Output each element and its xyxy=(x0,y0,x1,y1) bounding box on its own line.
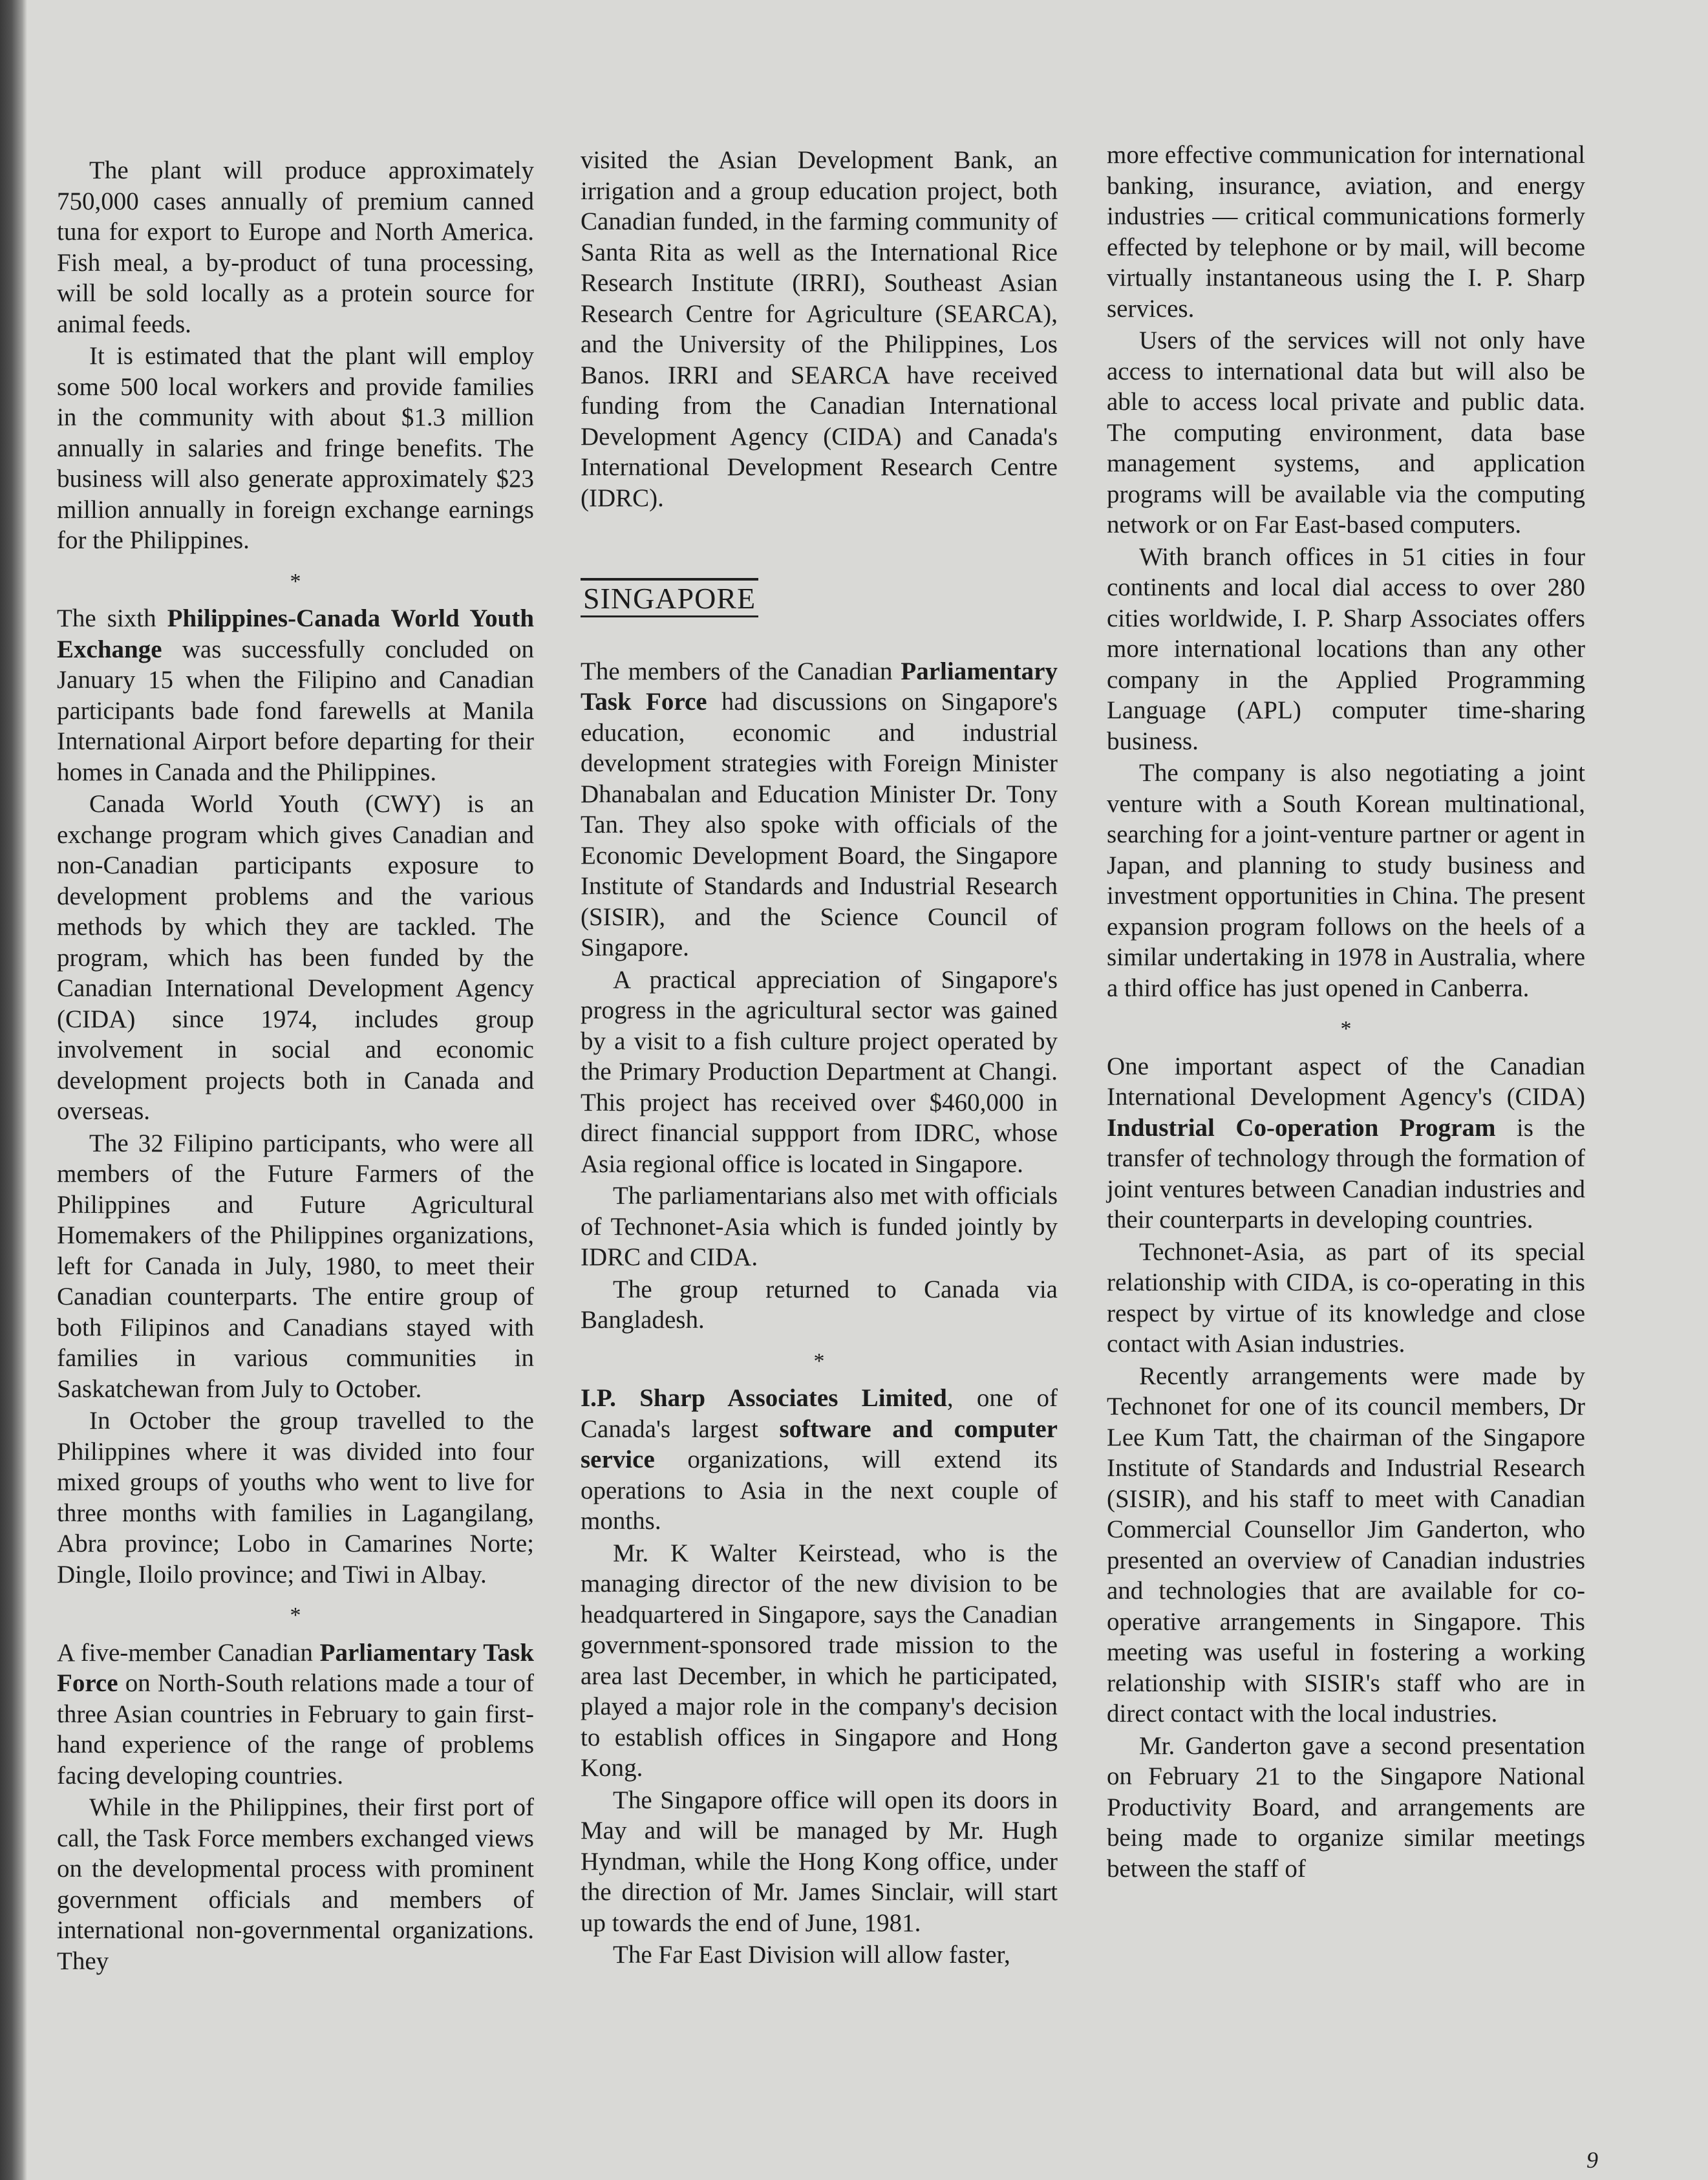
column-middle xyxy=(581,145,1058,1971)
page-number: 9 xyxy=(1586,2147,1598,2173)
paragraph: With branch offices in 51 cities in four continents and local dial access to over 280 cities worldwide, I. P. Sharp Associates offers more international locations than any other company in the Applied Programming Language (APL) computer time-sharing business. xyxy=(1107,542,1585,755)
paragraph: The Singapore office will open its doors in May and will be managed by Mr. Hugh Hyndman, while the Hong Kong office, under the direction of Mr. James Sinclair, will start up towards the end of June, 1981. xyxy=(581,1786,1058,1937)
paragraph: Mr. Ganderton gave a second presentation on February 21 to the Singapore National Productivity Board, and arrangements are being made to organize similar meetings between the staff of xyxy=(1107,1731,1585,1883)
paragraph: The group returned to Canada via Bangladesh. xyxy=(581,1275,1058,1334)
paragraph: Users of the services will not only have access to international data but will also be able to access local private and public data. The computing environment, data base management systems, and application programs will be available via the computing network or on Far East-based computers. xyxy=(1107,326,1585,539)
paragraph: The plant will produce approximately 750,000 cases annually of premium canned tuna for export to Europe and North America. Fish meal, a by-product of tuna processing, will be sold locally as a protein source for animal feeds. xyxy=(57,156,534,338)
section-separator: * xyxy=(813,1349,825,1373)
bold-term: Parliamentary Task Force xyxy=(581,657,1058,716)
section-separator: * xyxy=(290,569,301,593)
paragraph: Technonet-Asia, as part of its special relationship with CIDA, is co-operating in this respect by virtue of its knowledge and close contact with Asian industries. xyxy=(1107,1237,1585,1358)
section-heading: SINGAPORE xyxy=(581,578,758,617)
paragraph: The sixth Philippines-Canada World Youth Exchange was successfully concluded on January 15 when the Filipino and Canadian participants bade fond farewells at Manila International Airport before departing for their homes in Canada and the Philippines. xyxy=(57,604,535,786)
bold-term: Parliamentary Task Force xyxy=(57,1638,534,1697)
paragraph: Canada World Youth (CWY) is an exchange program which gives Canadian and non-Canadian participants exposure to development problems and the various methods by which they are tackled. The program, which has been funded by the Canadian International Development Agency (CIDA) since 1974, includes group involvement in social and economic development projects both in Canada and overseas. xyxy=(57,790,534,1125)
bold-term: Industrial Co-operation Program xyxy=(1107,1113,1496,1142)
paragraph: One important aspect of the Canadian International Development Agency's (CIDA) Industrial Co-operation Program is the transfer of technology through the formation of joint ventures between Canadian industries and their counterparts in developing countries. xyxy=(1107,1052,1585,1234)
paragraph: A five-member Canadian Parliamentary Task Force on North-South relations made a tour of three Asian countries in February to gain first-hand experience of the range of problems facing developing countries. xyxy=(57,1638,534,1790)
column-right xyxy=(1107,140,1585,1884)
paragraph: While in the Philippines, their first port of call, the Task Force members exchanged views on the developmental process with prominent government officials and members of international non-governmental organizations. They xyxy=(57,1793,534,1975)
section-heading-wrap xyxy=(581,578,1058,617)
paragraph: The 32 Filipino participants, who were all members of the Future Farmers of the Philippines and Future Agricultural Homemakers of the Philippines organizations, left for Canada in July, 1980, to meet their Canadian counterparts. The entire group of both Filipinos and Canadians stayed with families in various communities in Saskatchewan from July to October. xyxy=(57,1129,534,1403)
paragraph: more effective communication for international banking, insurance, aviation, and energy industries — critical communications formerly effected by telephone or by mail, will become virtually instantaneous using the I. P. Sharp services. xyxy=(1107,141,1585,323)
page-binding-edge xyxy=(0,0,27,2180)
paragraph: visited the Asian Development Bank, an irrigation and a group education project, both Canadian funded, in the farming community of Santa Rita as well as the International Rice Research Institute (IRRI), Southeast Asian Research Centre for Agriculture (SEARCA), and the University of the Philippines, Los Banos. IRRI and SEARCA have received funding from the Canadian International Development Agency (CIDA) and Canada's International Development Research Centre (IDRC). xyxy=(581,146,1058,512)
paragraph: Mr. K Walter Keirstead, who is the managing director of the new division to be headquartered in Singapore, says the Canadian government-sponsored trade mission to the area last December, in which he participated, played a major role in the company's decision to establish offices in Singapore and Hong Kong. xyxy=(581,1539,1058,1782)
bold-term: Philippines-Canada World Youth Exchange xyxy=(57,604,535,663)
paragraph: I.P. Sharp Associates Limited, one of Canada's largest software and computer service organizations, will extend its operations to Asia in the next couple of months. xyxy=(581,1384,1058,1535)
paragraph: The Far East Division will allow faster, xyxy=(613,1941,1010,1969)
paragraph: The parliamentarians also met with officials of Technonet-Asia which is funded jointly by IDRC and CIDA. xyxy=(581,1182,1058,1271)
section-separator: * xyxy=(1340,1017,1352,1041)
paragraph: In October the group travelled to the Philippines where it was divided into four mixed groups of youths who went to live for three months with families in Lagangilang, Abra province; Lobo in Camarines Norte; Dingle, Iloilo province; and Tiwi in Albay. xyxy=(57,1407,534,1588)
section-separator: * xyxy=(290,1603,301,1627)
paragraph: The company is also negotiating a joint venture with a South Korean multinational, searching for a joint-venture partner or agent in Japan, and planning to study business and investment opportunities in China. The present expansion program follows on the heels of a similar undertaking in 1978 in Australia, where a third office has just opened in Canberra. xyxy=(1107,759,1585,1002)
paragraph: A practical appreciation of Singapore's progress in the agricultural sector was gained by a visit to a fish culture project operated by the Primary Production Department at Changi. This project has received over $460,000 in direct financial suppport from IDRC, whose Asia regional office is located in Singapore. xyxy=(581,965,1058,1178)
paragraph: Recently arrangements were made by Technonet for one of its council members, Dr Lee Kum Tatt, the chairman of the Singapore Institute of Standards and Industrial Research (SISIR), and his staff to meet with Canadian Commercial Counsellor Jim Ganderton, who presented an overview of Canadian industries and technologies that are available for co-operative arrangements in Singapore. This meeting was useful in fostering a working relationship with SISIR's staff who are in direct contact with the local industries. xyxy=(1107,1362,1585,1727)
bold-term: software and computer service xyxy=(581,1415,1058,1473)
paragraph: It is estimated that the plant will employ some 500 local workers and provide families in the community with about $1.3 million annually in salaries and fringe benefits. The business will also generate approximately $23 million annually in foreign exchange earnings for the Philippines. xyxy=(57,342,534,554)
bold-term: I.P. Sharp Associates Limited xyxy=(581,1384,947,1412)
paragraph: The members of the Canadian Parliamentary Task Force had discussions on Singapore's education, economic and industrial development strategies with Foreign Minister Dhanabalan and Education Minister Dr. Tony Tan. They also spoke with officials of the Economic Development Board, the Singapore Institute of Standards and Industrial Research (SISIR), and the Science Council of Singapore. xyxy=(581,657,1058,961)
column-left xyxy=(57,155,534,1976)
